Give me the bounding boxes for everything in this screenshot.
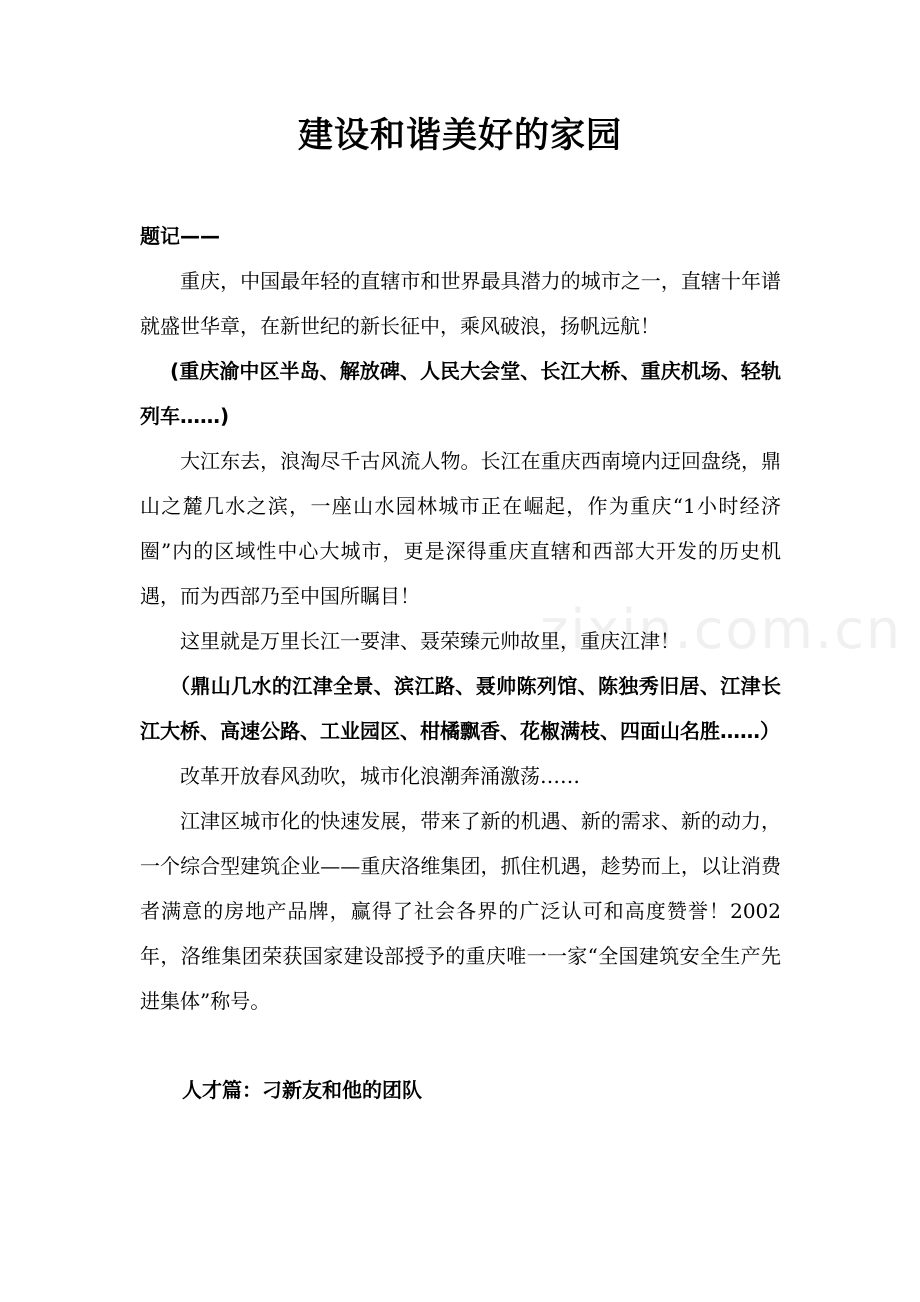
paragraph-jiangjin-history: 大江东去，浪淘尽千古风流人物。长江在重庆西南境内迂回盘绕，鼎山之麓几水之滨，一座山水园林城市正在崛起，作为重庆“1小时经济圈”内的区域性中心大城市，更是深得重庆直辖和西部大开发的历史机遇，而为西部乃至中国所瞩目！ <box>140 449 781 608</box>
scene-note-chongqing: (重庆渝中区半岛、解放碑、人民大会堂、长江大桥、重庆机场、轻轨列车……) <box>140 359 781 428</box>
section-heading: 人才篇：刁新友和他的团队 <box>182 1078 422 1102</box>
watermark: zixin.com.cn <box>540 598 903 661</box>
paragraph-reform: 改革开放春风劲吹，城市化浪潮奔涌激荡…… <box>180 764 580 788</box>
paragraph-intro: 重庆，中国最年轻的直辖市和世界最具潜力的城市之一，直辖十年谱就盛世华章，在新世纪的新长征中，乘风破浪，扬帆远航！ <box>140 269 781 338</box>
paragraph-jiangjin-intro: 这里就是万里长江一要津、聂荣臻元帅故里，重庆江津！ <box>180 629 680 653</box>
page-title: 建设和谐美好的家园 <box>297 116 622 156</box>
section-spacer <box>140 1024 781 1068</box>
epigraph-label: 题记—— <box>140 224 220 248</box>
scene-note-jiangjin: （鼎山几水的江津全景、滨江路、聂帅陈列馆、陈独秀旧居、江津长江大桥、高速公路、工业园区、柑橘飘香、花椒满枝、四面山名胜……） <box>140 674 781 743</box>
document-body <box>140 214 781 1113</box>
paragraph-luowei-group: 江津区城市化的快速发展，带来了新的机遇、新的需求、新的动力，一个综合型建筑企业——重庆洛维集团，抓住机遇，趁势而上，以让消费者满意的房地产品牌，赢得了社会各界的广泛认可和高度赞誉！2002年，洛维集团荣获国家建设部授予的重庆唯一一家“全国建筑安全生产先进集体”称号。 <box>140 809 781 1013</box>
